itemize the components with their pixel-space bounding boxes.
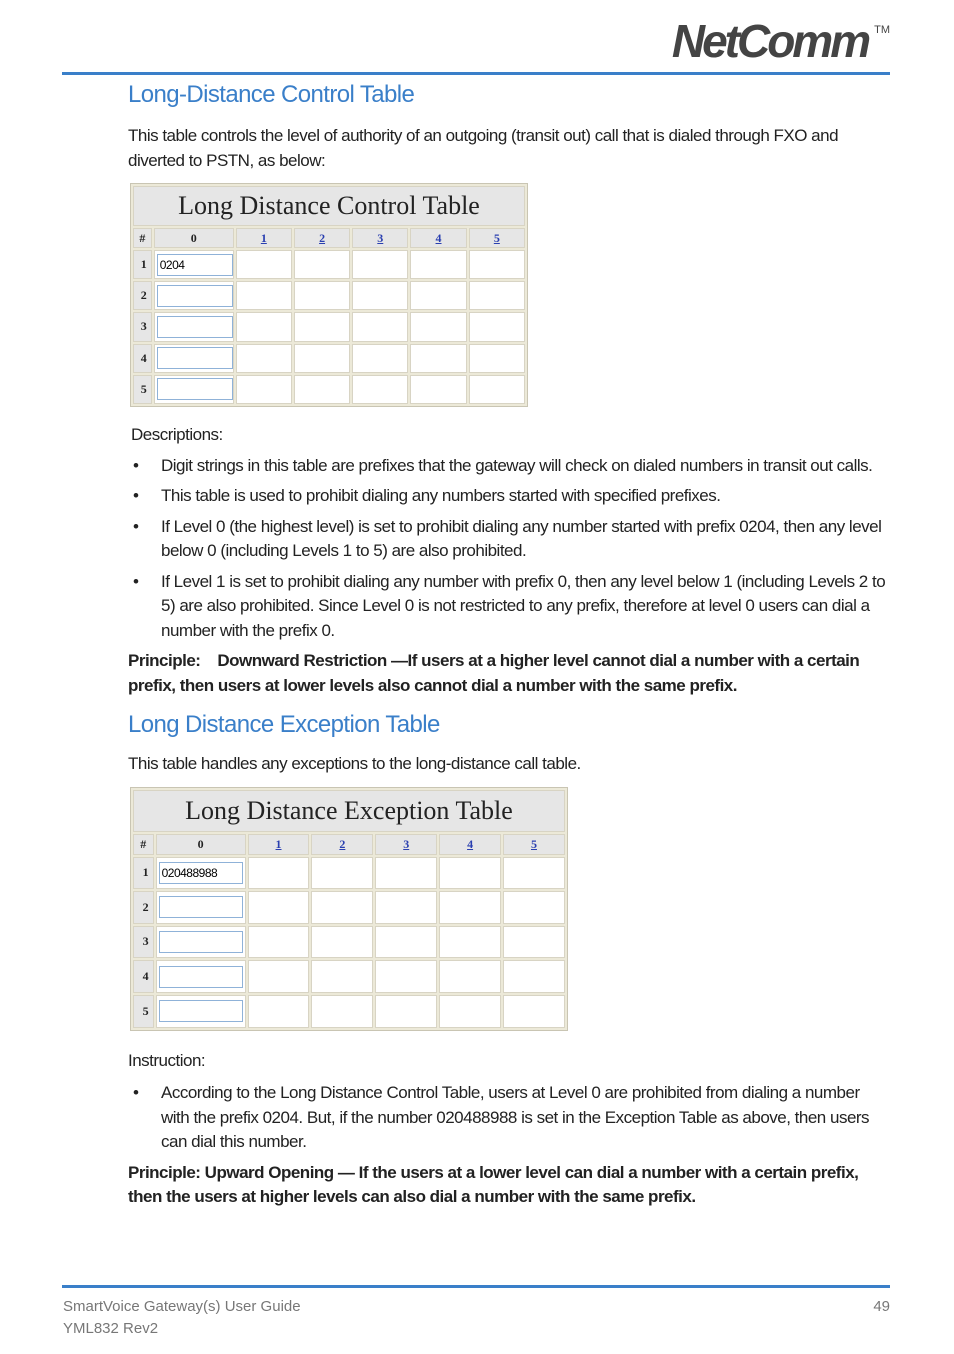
empty-cell (410, 344, 466, 373)
level-header-1 (236, 228, 292, 248)
hash-header: # (133, 228, 152, 248)
table-row (133, 375, 525, 404)
empty-cell (311, 960, 373, 993)
table-row (133, 312, 525, 341)
intro-text: This table controls the level of authority of an outgoing (transit out) call that is dialed through FXO and diverted to PSTN, as below: (128, 126, 839, 170)
level-link-1[interactable]: 1 (275, 836, 282, 851)
empty-cell (439, 891, 501, 924)
empty-cell (236, 281, 292, 310)
level-header-5 (503, 834, 565, 855)
level-header-1 (248, 834, 310, 855)
empty-cell (503, 995, 565, 1028)
empty-cell (294, 344, 350, 373)
list-item: • If Level 0 (the highest level) is set to prohibit dialing any number started with prefix 0204, then any level below 0 (including Levels 1 to 5) are also prohibited. (128, 515, 890, 564)
empty-cell (248, 926, 310, 959)
level-link-5[interactable]: 5 (530, 836, 537, 851)
table-row (133, 281, 525, 310)
section-heading: Long-Distance Control Table (128, 81, 415, 108)
table-row (133, 250, 525, 279)
list-item: • Digit strings in this table are prefixes that the gateway will check on dialed numbers in transit out calls. (128, 454, 890, 479)
row-number: 1 (133, 857, 154, 890)
row-number: 5 (133, 375, 152, 404)
empty-cell (375, 857, 437, 890)
empty-cell (352, 344, 408, 373)
empty-cell (410, 312, 466, 341)
row-number: 3 (133, 312, 152, 341)
empty-cell (352, 281, 408, 310)
list-item: • If Level 1 is set to prohibit dialing any number with prefix 0, then any level below 1 (including Levels 2 to 5) are also prohibited. Since Level 0 is not restricted to any prefix, therefore at level 0 users can dial a number with the prefix 0. (128, 570, 890, 644)
empty-cell (236, 250, 292, 279)
prefix-input[interactable] (159, 966, 243, 988)
logo-wordmark: NetComm (671, 15, 869, 67)
prefix-input[interactable] (159, 896, 243, 918)
empty-cell (439, 857, 501, 890)
table-title: Long Distance Exception Table (133, 790, 565, 832)
level-header-2 (311, 834, 373, 855)
table-row (133, 960, 565, 993)
page-footer (0, 1271, 954, 1354)
empty-cell (294, 375, 350, 404)
table-row (133, 857, 565, 890)
empty-cell (248, 960, 310, 993)
level-link-2[interactable]: 2 (339, 836, 346, 851)
empty-cell (469, 281, 525, 310)
table-row (133, 344, 525, 373)
empty-cell (352, 375, 408, 404)
level-header-4 (410, 228, 466, 248)
trademark: TM (874, 24, 890, 36)
empty-cell (236, 344, 292, 373)
prefix-input[interactable] (157, 254, 233, 276)
empty-cell (410, 250, 466, 279)
row-number: 3 (133, 926, 154, 959)
prefix-input[interactable] (157, 316, 233, 338)
row-number: 4 (133, 960, 154, 993)
row-number: 2 (133, 281, 152, 310)
prefix-input[interactable] (157, 378, 233, 400)
empty-cell (311, 926, 373, 959)
prefix-input[interactable] (159, 862, 243, 884)
empty-cell (352, 250, 408, 279)
footer-revision: YML832 Rev2 (63, 1320, 159, 1337)
descriptions-list (128, 454, 890, 644)
empty-cell (503, 960, 565, 993)
empty-cell (439, 995, 501, 1028)
level-link-3[interactable]: 3 (403, 836, 410, 851)
empty-cell (311, 995, 373, 1028)
empty-cell (503, 926, 565, 959)
level-header-0: 0 (154, 228, 234, 248)
empty-cell (294, 281, 350, 310)
list-item: • This table is used to prohibit dialing any numbers started with specified prefixes. (128, 484, 890, 509)
principle-upward: Principle: Upward Opening — If the users at a lower level can dial a number with a certain prefix, then the users at higher levels can also dial a number with the same prefix. (128, 1162, 859, 1206)
empty-cell (236, 375, 292, 404)
section-heading: Long Distance Exception Table (128, 711, 440, 738)
empty-cell (410, 375, 466, 404)
empty-cell (469, 344, 525, 373)
empty-cell (503, 857, 565, 890)
empty-cell (294, 312, 350, 341)
principle-downward: Principle: Downward Restriction —If users at a higher level cannot dial a number with a certain prefix, then users at lower levels also cannot dial a number with the same prefix. (128, 651, 860, 695)
level-link-3[interactable]: 3 (377, 230, 384, 245)
level-header-3 (352, 228, 408, 248)
level-header-4 (439, 834, 501, 855)
empty-cell (375, 995, 437, 1028)
level-header-3 (375, 834, 437, 855)
level-link-4[interactable]: 4 (467, 836, 474, 851)
empty-cell (236, 312, 292, 341)
prefix-input[interactable] (159, 1000, 243, 1022)
intro-text: This table handles any exceptions to the long-distance call table. (128, 754, 581, 773)
netcomm-logo (672, 14, 890, 68)
empty-cell (410, 281, 466, 310)
page-content (128, 75, 890, 1210)
level-link-2[interactable]: 2 (319, 230, 326, 245)
table-row (133, 926, 565, 959)
empty-cell (294, 250, 350, 279)
prefix-input[interactable] (157, 347, 233, 369)
footer-guide: SmartVoice Gateway(s) User Guide (63, 1298, 301, 1315)
prefix-input[interactable] (159, 931, 243, 953)
descriptions-label: Descriptions: (131, 425, 223, 444)
footer-rule (62, 1285, 890, 1288)
level-link-1[interactable]: 1 (260, 230, 267, 245)
empty-cell (248, 857, 310, 890)
prefix-input[interactable] (157, 285, 233, 307)
hash-header: # (133, 834, 154, 855)
empty-cell (311, 891, 373, 924)
empty-cell (375, 926, 437, 959)
empty-cell (469, 312, 525, 341)
empty-cell (439, 926, 501, 959)
row-number: 1 (133, 250, 152, 279)
empty-cell (503, 891, 565, 924)
empty-cell (375, 891, 437, 924)
table-row (133, 891, 565, 924)
empty-cell (375, 960, 437, 993)
level-header-0: 0 (156, 834, 246, 855)
empty-cell (311, 857, 373, 890)
exception-table (130, 787, 568, 1031)
empty-cell (248, 995, 310, 1028)
empty-cell (469, 375, 525, 404)
row-number: 2 (133, 891, 154, 924)
page-header (0, 0, 954, 72)
table-row (133, 995, 565, 1028)
page-number: 49 (873, 1298, 890, 1315)
row-number: 4 (133, 344, 152, 373)
empty-cell (248, 891, 310, 924)
instruction-list (128, 1081, 890, 1155)
table-title: Long Distance Control Table (133, 186, 525, 226)
empty-cell (469, 250, 525, 279)
row-number: 5 (133, 995, 154, 1028)
empty-cell (439, 960, 501, 993)
empty-cell (352, 312, 408, 341)
control-table (130, 183, 528, 407)
level-header-5 (469, 228, 525, 248)
level-link-4[interactable]: 4 (435, 230, 442, 245)
level-header-2 (294, 228, 350, 248)
list-item: • According to the Long Distance Control Table, users at Level 0 are prohibited from dialing a number with the prefix 0204. But, if the number 020488988 is set in the Exception Table as above, then users can dial this number. (128, 1081, 890, 1155)
instruction-label: Instruction: (128, 1050, 206, 1070)
level-link-5[interactable]: 5 (493, 230, 500, 245)
